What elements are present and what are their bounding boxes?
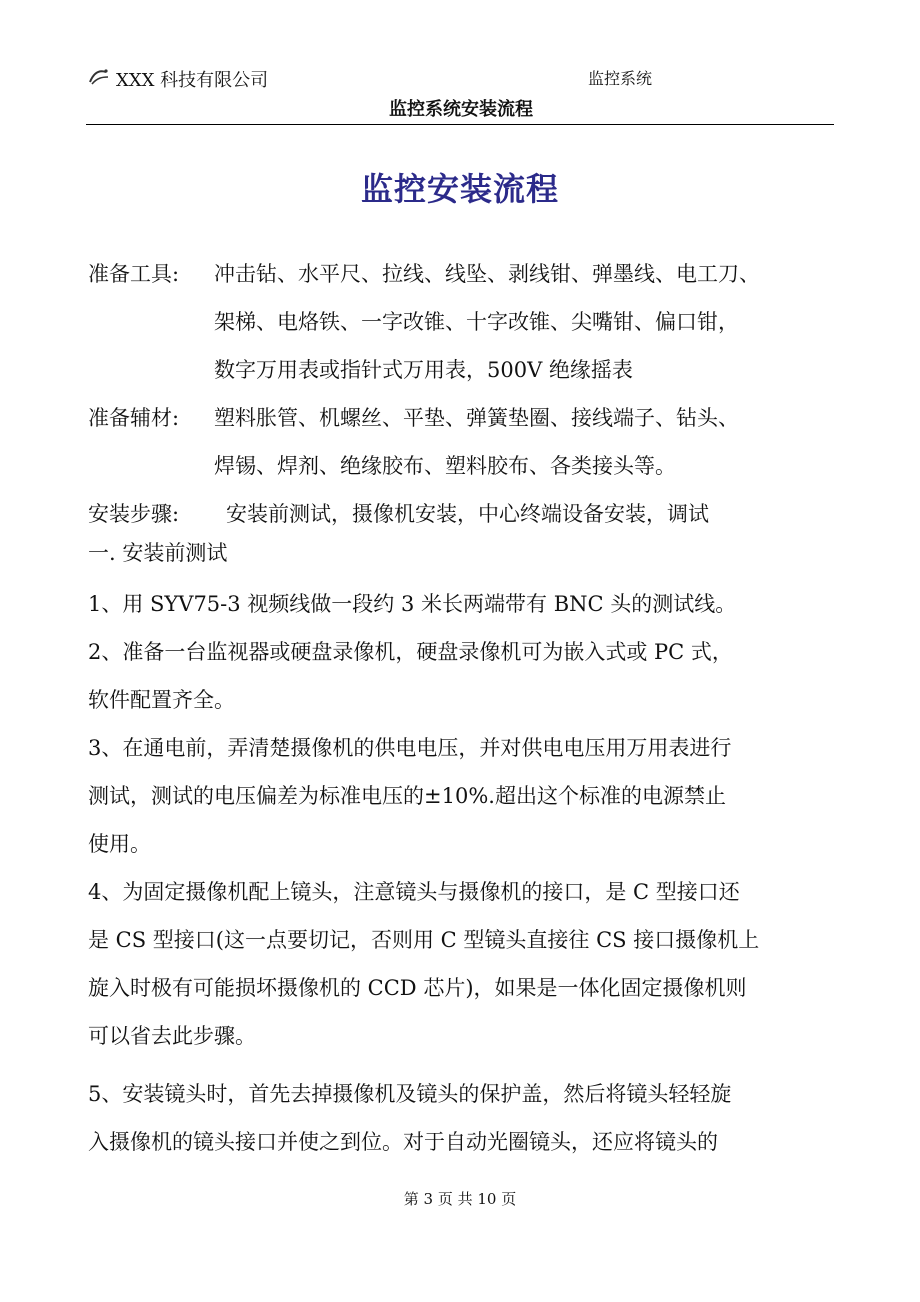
system-name: 监控系统 (588, 69, 653, 88)
body-line: 使用。 (88, 832, 151, 856)
materials-label: 准备辅材: (88, 406, 180, 430)
page-title: 监控安装流程 (360, 170, 559, 208)
materials-line: 焊锡、焊剂、绝缘胶布、塑料胶布、各类接头等。 (214, 454, 676, 478)
company-logo-icon (88, 68, 110, 86)
steps-label: 安装步骤: (88, 502, 180, 526)
company-name: XXX 科技有限公司 (116, 70, 269, 91)
page-header (88, 62, 834, 122)
section-heading: 一. 安装前测试 (88, 541, 228, 565)
tools-label: 准备工具: (88, 262, 180, 286)
body-line: 是 CS 型接口(这一点要切记，否则用 C 型镜头直接往 CS 接口摄像机上 (88, 928, 760, 952)
body-line: 测试，测试的电压偏差为标准电压的±10%.超出这个标准的电源禁止 (88, 784, 726, 808)
body-line: 4、为固定摄像机配上镜头，注意镜头与摄像机的接口，是 C 型接口还 (88, 880, 740, 904)
body-line: 可以省去此步骤。 (88, 1024, 256, 1048)
body-line: 旋入时极有可能损坏摄像机的 CCD 芯片)，如果是一体化固定摄像机则 (88, 976, 747, 1000)
header-subtitle: 监控系统安装流程 (389, 99, 533, 120)
body-line: 入摄像机的镜头接口并使之到位。对于自动光圈镜头，还应将镜头的 (88, 1130, 718, 1154)
materials-line: 塑料胀管、机螺丝、平垫、弹簧垫圈、接线端子、钻头、 (214, 406, 739, 430)
body-line: 软件配置齐全。 (88, 688, 235, 712)
header-divider (86, 124, 834, 125)
body-line: 2、准备一台监视器或硬盘录像机，硬盘录像机可为嵌入式或 PC 式， (88, 640, 733, 664)
body-line: 1、用 SYV75-3 视频线做一段约 3 米长两端带有 BNC 头的测试线。 (88, 592, 737, 616)
tools-line: 数字万用表或指针式万用表，500V 绝缘摇表 (214, 358, 633, 382)
steps-text: 安装前测试，摄像机安装，中心终端设备安装，调试 (226, 502, 709, 526)
tools-line: 架梯、电烙铁、一字改锥、十字改锥、尖嘴钳、偏口钳， (214, 310, 739, 334)
page-footer: 第 3 页 共 10 页 (403, 1190, 517, 1208)
body-line: 3、在通电前，弄清楚摄像机的供电电压，并对供电电压用万用表进行 (88, 736, 732, 760)
tools-line: 冲击钻、水平尺、拉线、线坠、剥线钳、弹墨线、电工刀、 (214, 262, 760, 286)
body-line: 5、安装镜头时，首先去掉摄像机及镜头的保护盖，然后将镜头轻轻旋 (88, 1082, 732, 1106)
